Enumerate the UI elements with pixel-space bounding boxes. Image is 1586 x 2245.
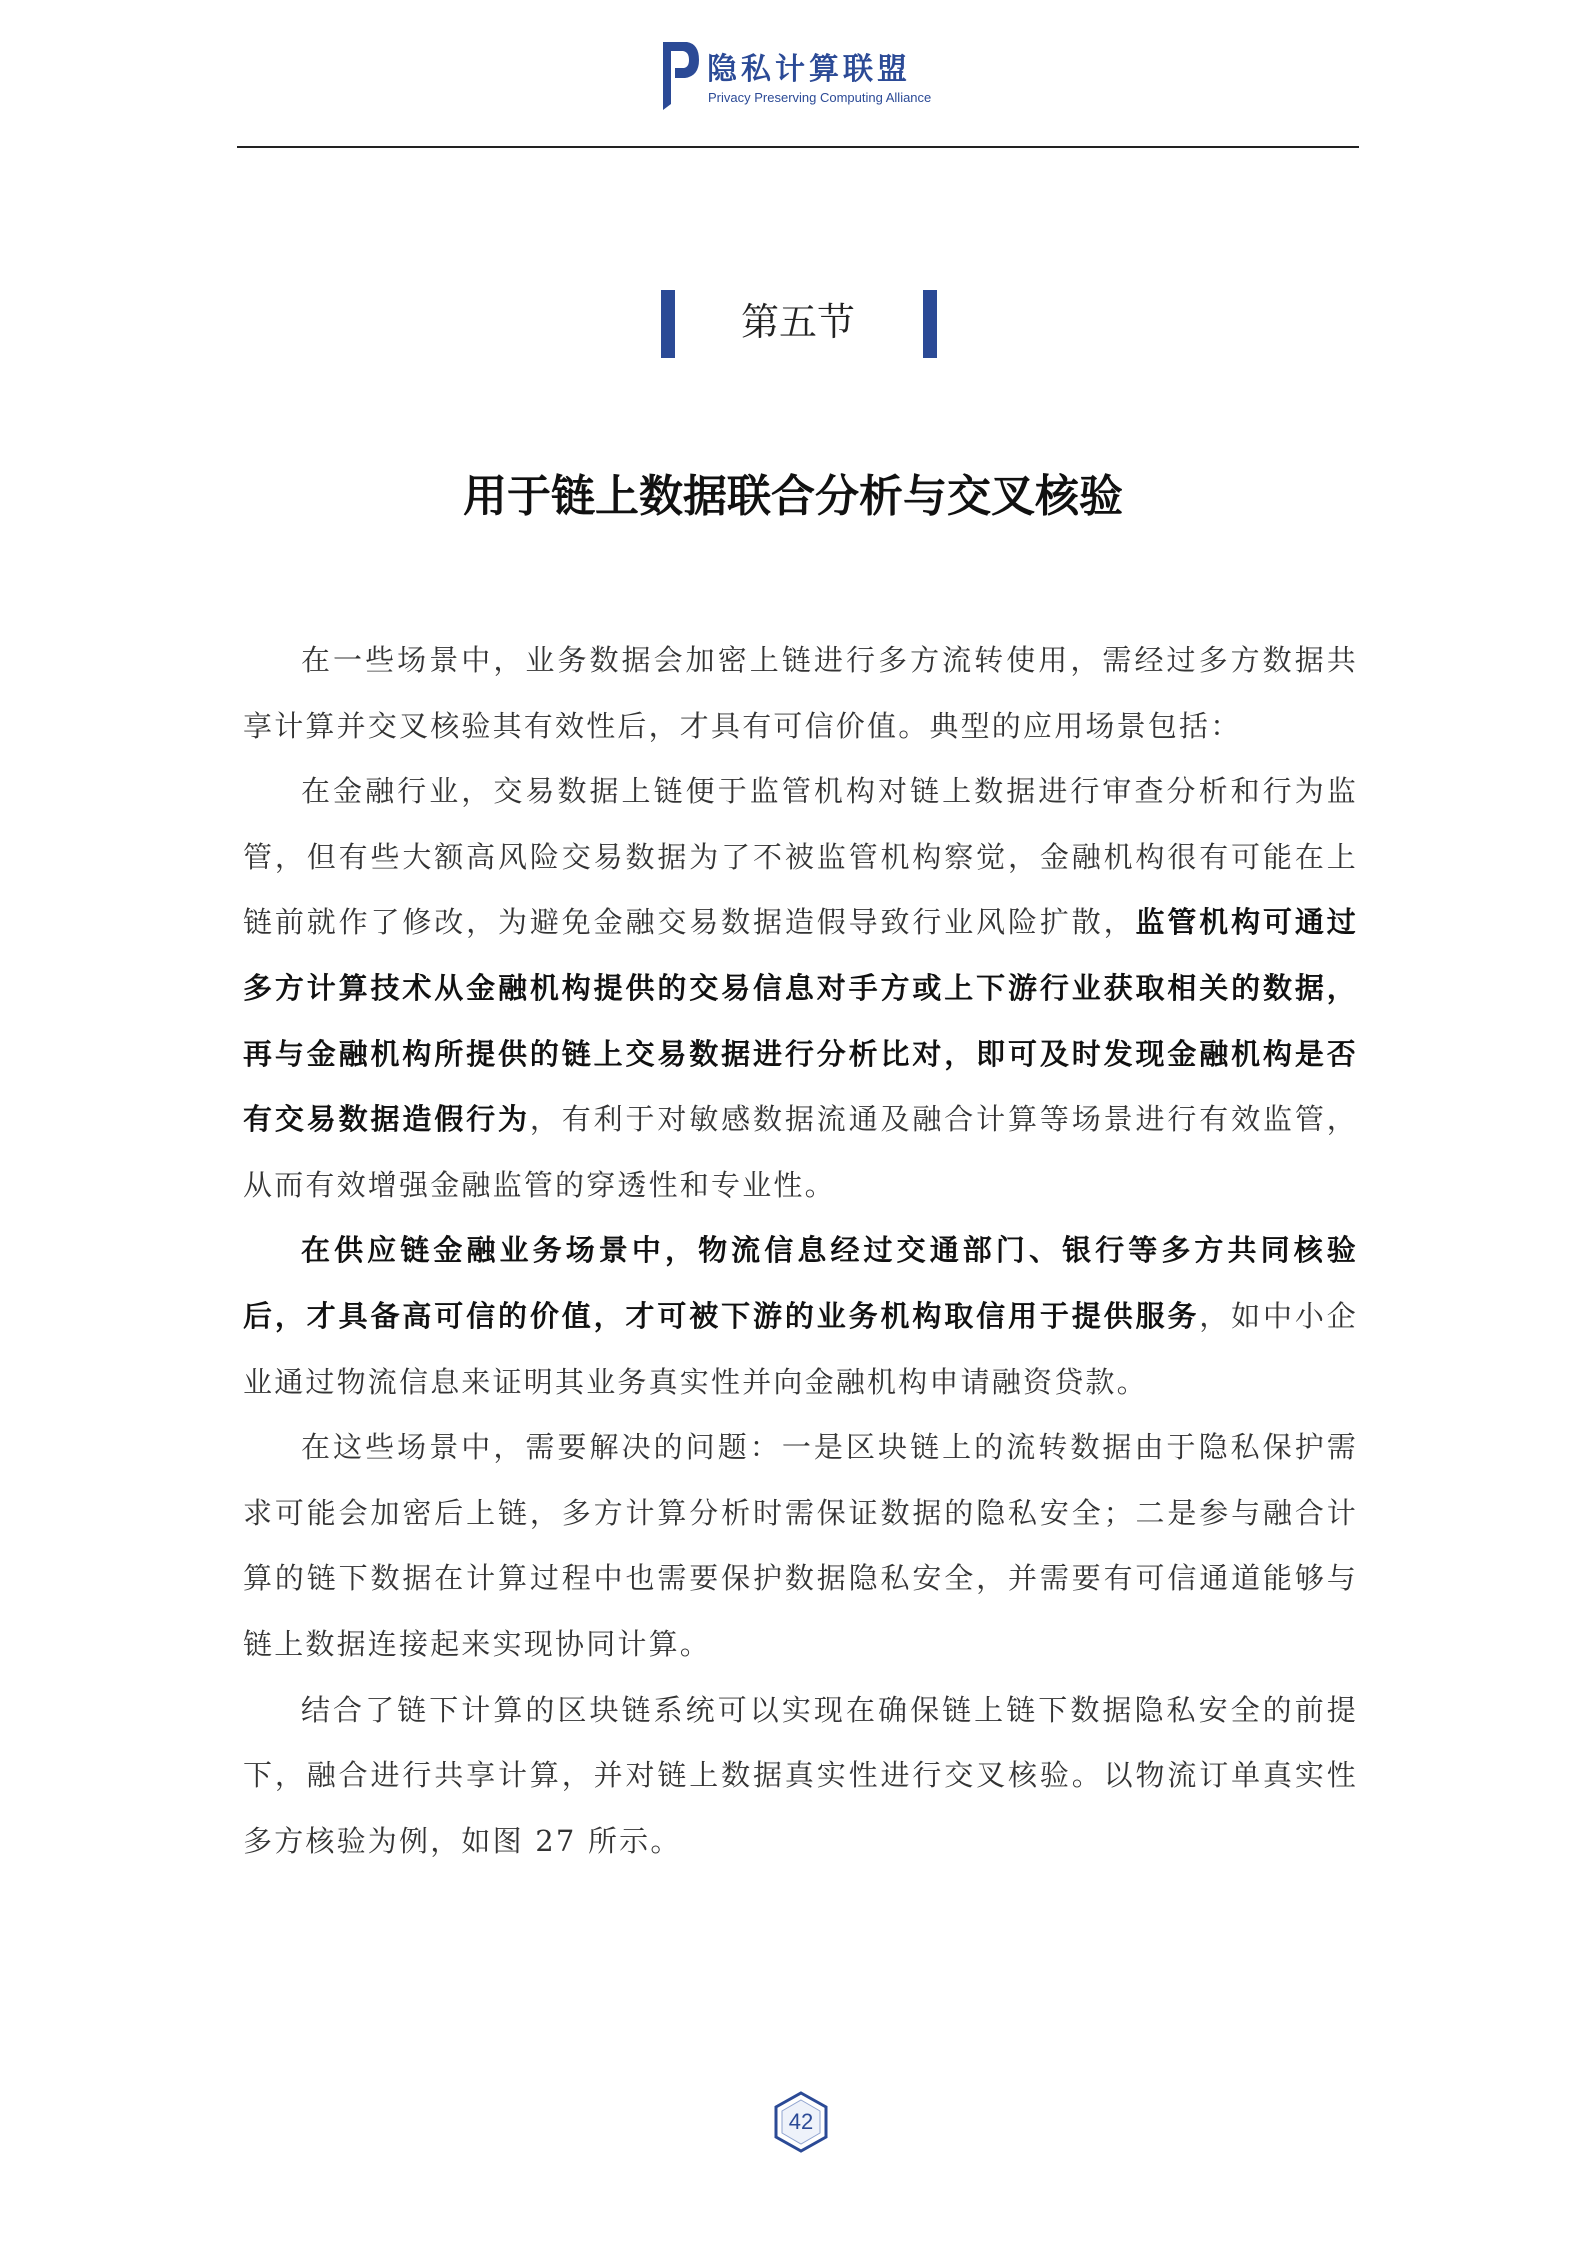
text-segment: 在一些场景中，业务数据会加密上链进行多方流转使用，需经过多方数据共享计算并交叉核验其有效性后，才具有可信价值。典型的应用场景包括： <box>243 643 1358 743</box>
page-header <box>0 30 1586 120</box>
body-text <box>243 628 1358 1874</box>
emphasized-text-segment: 在供应链金融业务场景中，物流信息经过交通部门、银行等多方共同核验后，才具备高可信的价值，才可被下游的业务机构取信用于提供服务 <box>243 1233 1358 1333</box>
logo-english-name: Privacy Preserving Computing Alliance <box>708 90 932 105</box>
paragraph <box>243 759 1358 1218</box>
section-label: 第五节 <box>740 300 855 344</box>
page-number: 42 <box>788 2109 814 2134</box>
stylized-p-logo-icon <box>657 38 701 112</box>
logo-chinese-name: 隐私计算联盟 <box>707 52 911 87</box>
paragraph <box>243 1218 1358 1415</box>
text-segment: 结合了链下计算的区块链系统可以实现在确保链上链下数据隐私安全的前提下，融合进行共享计算，并对链上数据真实性进行交叉核验。以物流订单真实性多方核验为例，如图 27 所示。 <box>243 1692 1358 1858</box>
section-heading <box>0 288 1586 360</box>
emphasized-text-segment: 监管机构可通过多方计算技术从金融机构提供的交易信息对手方或上下游行业获取相关的数据，再与金融机构所提供的链上交易数据进行分析比对，即可及时发现金融机构是否有交易数据造假行为 <box>243 905 1358 1137</box>
paragraph <box>243 1678 1358 1875</box>
text-segment: 在金融行业，交易数据上链便于监管机构对链上数据进行审查分析和行为监管，但有些大额高风险交易数据为了不被监管机构察觉，金融机构很有可能在上链前就作了修改，为避免金融交易数据造假导致行业风险扩散， <box>243 774 1358 940</box>
page-number-badge <box>773 2091 829 2153</box>
paragraph <box>243 628 1358 759</box>
section-bar-right <box>923 290 937 358</box>
section-bar-left <box>661 290 675 358</box>
header-divider <box>237 146 1359 148</box>
chapter-title: 用于链上数据联合分析与交叉核验 <box>463 471 1123 522</box>
alliance-logo <box>657 38 937 118</box>
text-segment: ，有利于对敏感数据流通及融合计算等场景进行有效监管，从而有效增强金融监管的穿透性和专业性。 <box>243 1102 1358 1202</box>
paragraph <box>243 1415 1358 1677</box>
text-segment: ，如中小企业通过物流信息来证明其业务真实性并向金融机构申请融资贷款。 <box>243 1298 1358 1399</box>
text-segment: 在这些场景中，需要解决的问题：一是区块链上的流转数据由于隐私保护需求可能会加密后上链，多方计算分析时需保证数据的隐私安全；二是参与融合计算的链下数据在计算过程中也需要保护数据隐私安全，并需要有可信通道能够与链上数据连接起来实现协同计算。 <box>243 1430 1358 1661</box>
